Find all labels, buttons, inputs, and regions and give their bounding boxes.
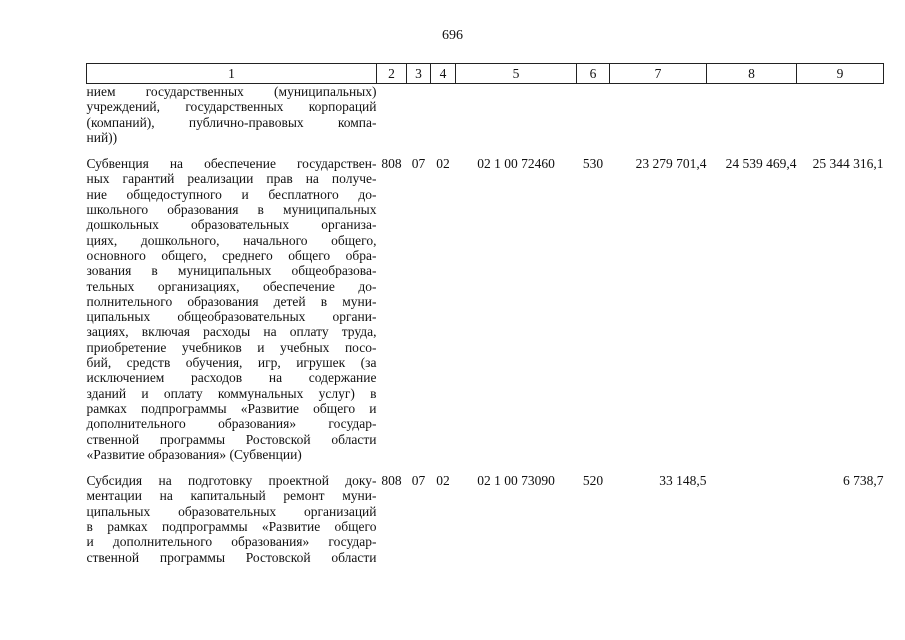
row-spacer-cell <box>87 462 884 473</box>
description-line: нием государственных (муниципальных) <box>86 84 377 99</box>
table-header-row <box>87 64 884 84</box>
description-line: (компаний), публично-правовых компа- <box>86 114 377 130</box>
description-line: зования в муниципальных общеобразова- <box>86 263 377 279</box>
column-header: 7 <box>610 64 707 84</box>
description-line: циях, дошкольного, начального общего, <box>86 232 377 248</box>
cell-vr: 530 <box>582 156 604 172</box>
description-line: приобретение учебников и учебных посо- <box>86 339 377 355</box>
cell-y2023: 33 148,5 <box>659 473 707 489</box>
table-row <box>87 84 884 146</box>
description-line: рамках подпрограммы «Развитие общего и <box>86 400 377 416</box>
description-line: ний)) <box>86 129 118 145</box>
cell-y2023: 23 279 701,4 <box>635 156 707 172</box>
cell-y2023 <box>610 84 707 146</box>
description-line: и дополнительного образования» государ- <box>86 534 377 550</box>
row-spacer-cell <box>87 145 884 156</box>
description-line: ментации на капитальный ремонт муни- <box>86 488 377 504</box>
description-line: ственной программы Ростовской области <box>86 431 377 447</box>
description-line: ственной программы Ростовской области <box>86 549 377 565</box>
row-spacer <box>87 462 884 473</box>
cell-y2025: 6 738,7 <box>843 473 884 489</box>
description-line: бий, средств обучения, игр, игрушек (за <box>86 355 377 371</box>
cell-ved: 808 <box>381 156 402 172</box>
cell-ved <box>377 84 407 146</box>
row-description <box>87 473 377 565</box>
cell-csr <box>456 84 577 146</box>
cell-vr <box>577 84 610 146</box>
description-line: дошкольных образовательных организа- <box>86 217 377 233</box>
column-header: 9 <box>797 64 884 84</box>
row-description <box>87 84 377 146</box>
cell-pr: 02 <box>436 473 450 489</box>
description-line: ципальных общеобразовательных органи- <box>86 309 377 325</box>
cell-ved: 808 <box>381 473 402 489</box>
description-line: Субвенция на обеспечение государствен- <box>86 156 377 172</box>
description-line: основного общего, среднего общего обра- <box>86 247 377 263</box>
column-header: 5 <box>456 64 577 84</box>
row-description <box>87 156 377 462</box>
description-line: «Развитие образования» (Субвенции) <box>86 446 302 462</box>
table-row <box>87 156 884 462</box>
description-line: в рамках подпрограммы «Развитие общего <box>86 519 377 535</box>
column-header: 2 <box>377 64 407 84</box>
cell-y2025 <box>797 84 884 146</box>
cell-pr: 02 <box>436 156 450 172</box>
table-row <box>87 473 884 565</box>
cell-rz: 07 <box>411 156 426 172</box>
description-line: зданий и оплату коммунальных услуг) в <box>86 385 377 401</box>
cell-rz: 07 <box>411 473 426 489</box>
page-number: 696 <box>442 28 463 43</box>
cell-vr: 520 <box>582 473 604 489</box>
cell-y2025: 25 344 316,1 <box>812 156 884 172</box>
cell-csr: 02 1 00 73090 <box>477 473 555 489</box>
description-line: полнительного образования детей в муни- <box>86 293 377 309</box>
description-line: исключением расходов на содержание <box>86 370 377 386</box>
column-header: 8 <box>707 64 797 84</box>
description-line: ние общедоступного и бесплатного до- <box>86 186 377 202</box>
column-header: 6 <box>577 64 610 84</box>
cell-pr <box>431 84 456 146</box>
description-line: школьного образования в муниципальных <box>86 202 377 218</box>
cell-rz <box>407 84 431 146</box>
description-line: Субсидия на подготовку проектной доку- <box>86 473 377 489</box>
description-line: тельных организациях, обеспечение до- <box>86 278 377 294</box>
description-line: ных гарантий реализации прав на получе- <box>86 171 377 187</box>
column-header: 3 <box>407 64 431 84</box>
cell-y2024: 24 539 469,4 <box>725 156 797 172</box>
cell-y2024 <box>707 84 797 146</box>
description-line: дополнительного образования» государ- <box>86 416 377 432</box>
column-header: 4 <box>431 64 456 84</box>
description-line: зациях, включая расходы на оплату труда, <box>86 324 377 340</box>
column-header: 1 <box>87 64 377 84</box>
budget-table <box>86 63 884 565</box>
cell-y2024 <box>707 473 797 565</box>
description-line: учреждений, государственных корпораций <box>86 99 377 115</box>
description-line: ципальных образовательных организаций <box>86 503 377 519</box>
row-spacer <box>87 145 884 156</box>
cell-csr: 02 1 00 72460 <box>477 156 555 172</box>
